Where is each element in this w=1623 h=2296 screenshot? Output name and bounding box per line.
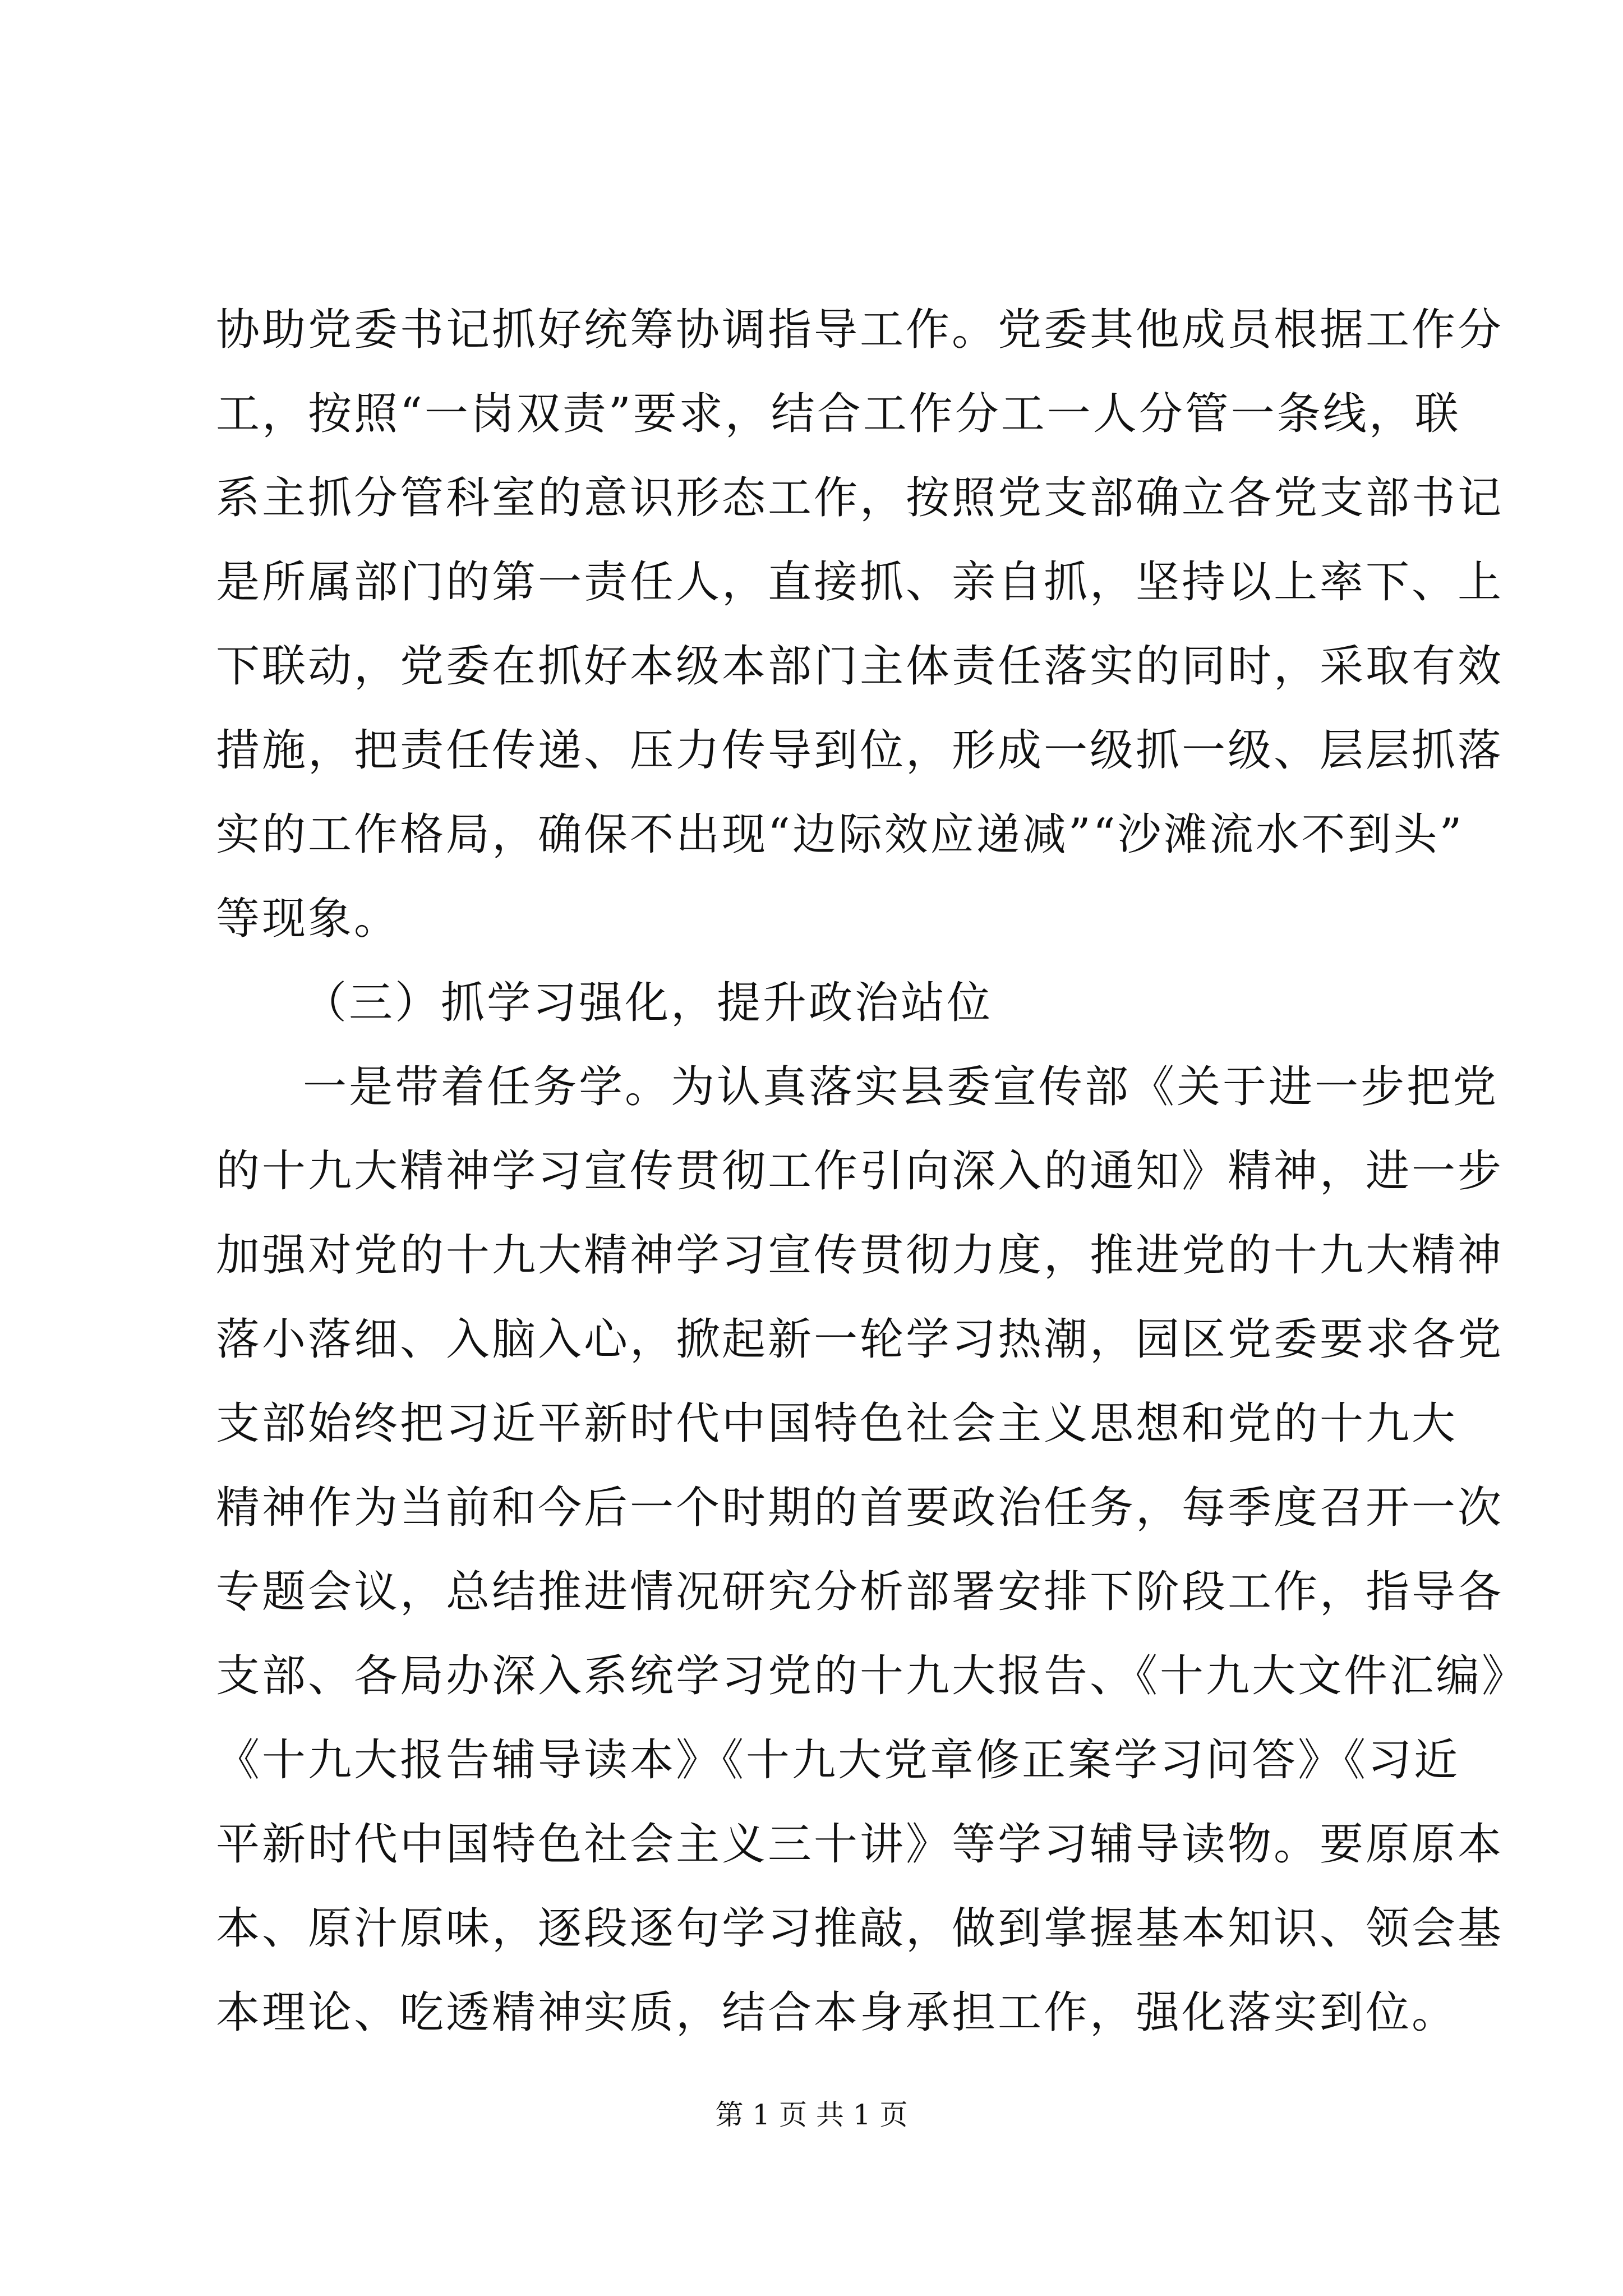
body-text-line: 措施，把责任传递、压力传导到位，形成一级抓一级、层层抓落 (216, 725, 1504, 776)
body-text-line: 下联动，党委在抓好本级本部门主体责任落实的同时，采取有效 (216, 641, 1504, 692)
body-text-line: 加强对党的十九大精神学习宣传贯彻力度，推进党的十九大精神 (216, 1230, 1504, 1281)
body-text-line: 一是带着任务学。为认真落实县委宣传部《关于进一步把党 (303, 1062, 1499, 1112)
body-text-line: 支部始终把习近平新时代中国特色社会主义思想和党的十九大 (216, 1398, 1458, 1449)
body-text-line: 工，按照“一岗双责”要求，结合工作分工一人分管一条线，联 (216, 389, 1461, 439)
body-text-line: 本理论、吃透精神实质，结合本身承担工作，强化落实到位。 (216, 1987, 1458, 2038)
body-text-line: 本、原汁原味，逐段逐句学习推敲，做到掌握基本知识、领会基 (216, 1903, 1504, 1954)
section-heading: （三）抓学习强化，提升政治站位 (303, 978, 993, 1028)
body-text-line: 平新时代中国特色社会主义三十讲》等学习辅导读物。要原原本 (216, 1819, 1504, 1870)
body-text-line: 协助党委书记抓好统筹协调指导工作。党委其他成员根据工作分 (216, 305, 1504, 355)
body-text-line: 精神作为当前和今后一个时期的首要政治任务，每季度召开一次 (216, 1483, 1504, 1533)
body-text-line: 《十九大报告辅导读本》《十九大党章修正案学习问答》《习近 (216, 1735, 1460, 1786)
body-text-line: 等现象。 (216, 894, 400, 944)
body-text-line: 的十九大精神学习宣传贯彻工作引向深入的通知》精神，进一步 (216, 1146, 1504, 1197)
body-text-line: 是所属部门的第一责任人，直接抓、亲自抓，坚持以上率下、上 (216, 557, 1504, 608)
body-text-line: 专题会议，总结推进情况研究分析部署安排下阶段工作，指导各 (216, 1567, 1504, 1617)
page-footer: 第 1 页 共 1 页 (715, 2099, 908, 2131)
body-text-line: 系主抓分管科室的意识形态工作，按照党支部确立各党支部书记 (216, 473, 1504, 523)
body-text-line: 实的工作格局，确保不出现“边际效应递减”“沙滩流水不到头” (216, 809, 1464, 860)
body-text-line: 落小落细、入脑入心，掀起新一轮学习热潮，园区党委要求各党 (216, 1314, 1504, 1365)
body-text-line: 支部、各局办深入系统学习党的十九大报告、《十九大文件汇编》 (216, 1651, 1528, 1701)
